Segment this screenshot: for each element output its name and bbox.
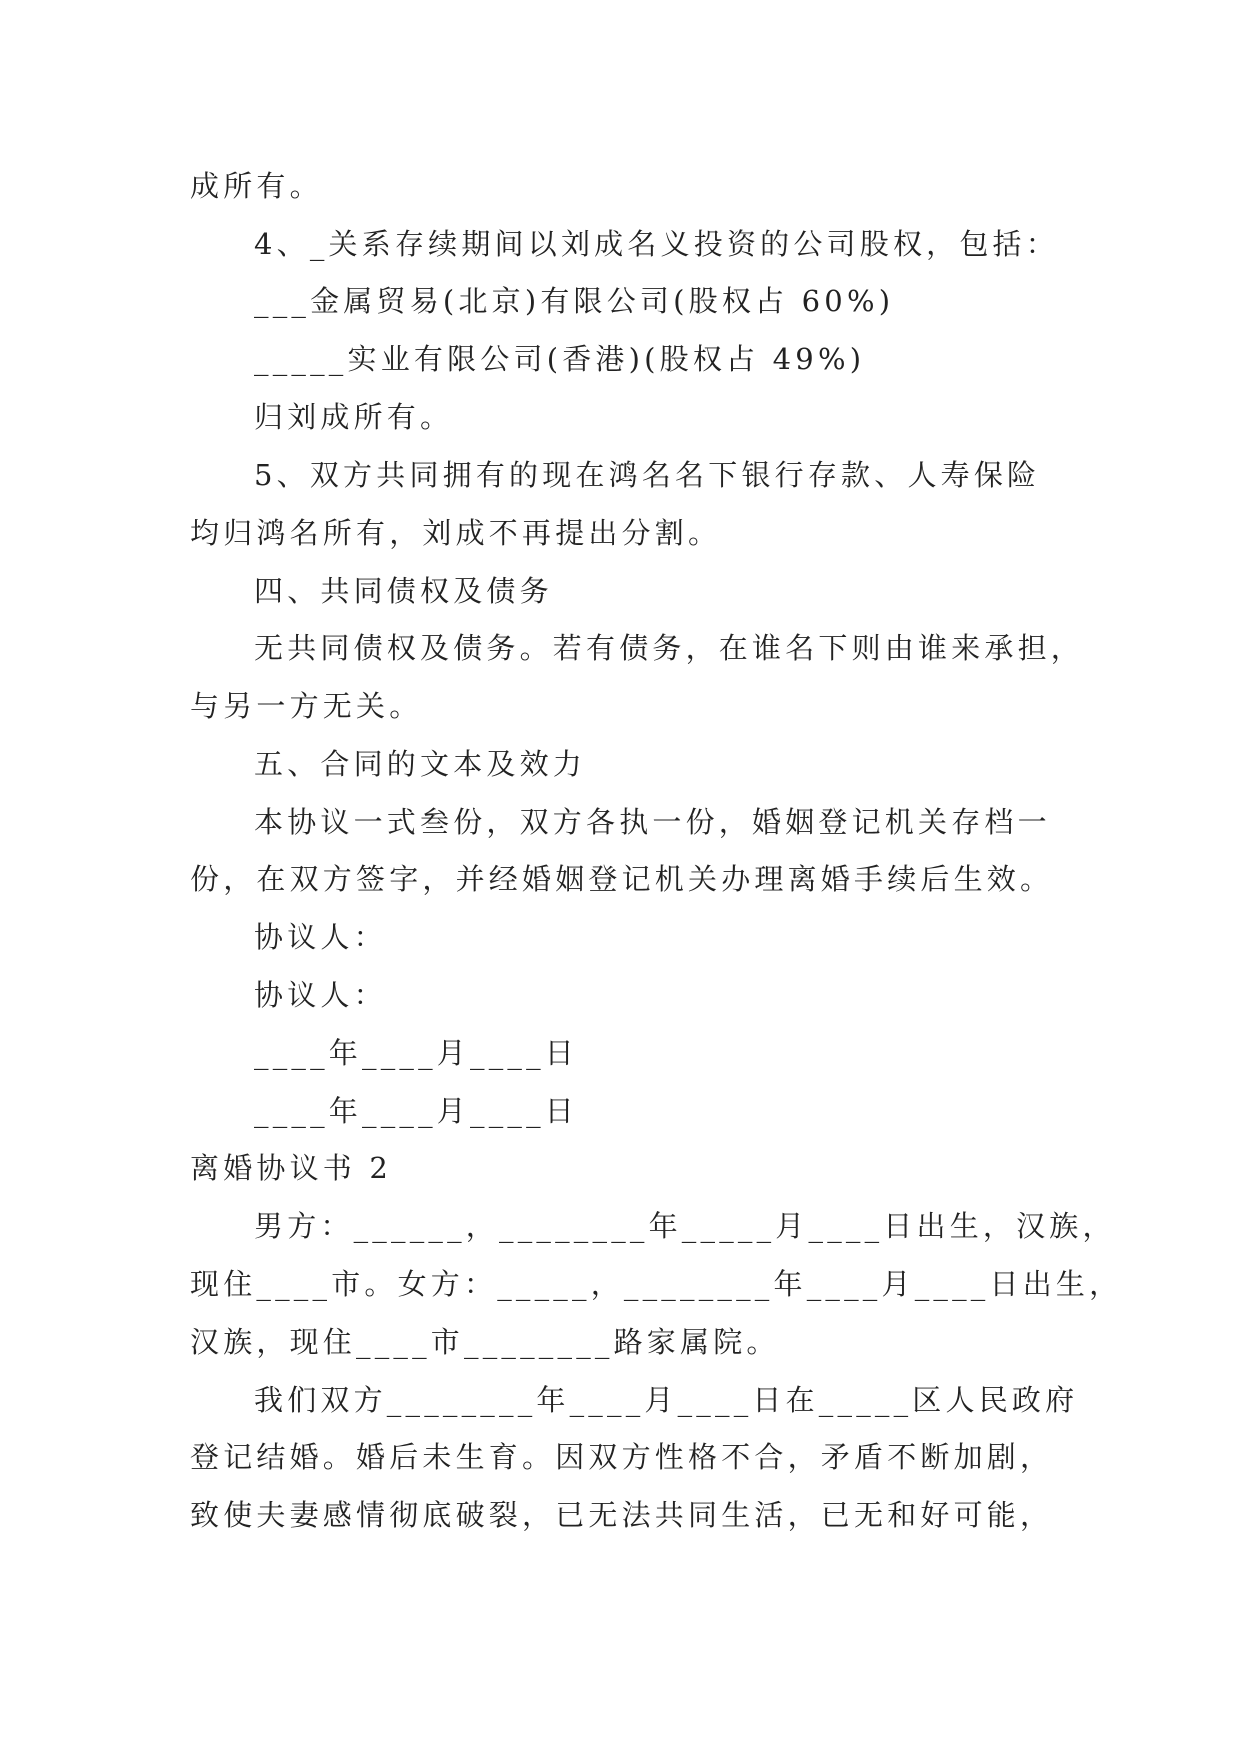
text-line-3: ___金属贸易(北京)有限公司(股权占 60%) (254, 284, 895, 318)
section-heading-5: 五、合同的文本及效力 (254, 747, 587, 781)
text-line-7: 均归鸿名所有，刘成不再提出分割。 (190, 516, 722, 550)
text-line-9: 无共同债权及债务。若有债务，在谁名下则由谁来承担， (254, 631, 1085, 665)
text-line-10: 与另一方无关。 (190, 689, 423, 723)
section-heading-4: 四、共同债权及债务 (254, 574, 553, 608)
date-line-2: ____年____月____日 (254, 1094, 579, 1128)
text-line-24: 致使夫妻感情彻底破裂，已无法共同生活，已无和好可能， (190, 1498, 1054, 1532)
text-line-20: 现住____市。女方：_____，________年____月____日出生， (190, 1267, 1123, 1301)
text-line-22: 我们双方________年____月____日在_____区人民政府 (254, 1383, 1079, 1417)
text-line-5: 归刘成所有。 (254, 400, 454, 434)
text-line-6: 5、双方共同拥有的现在鸿名名下银行存款、人寿保险 (254, 458, 1041, 492)
signatory-label-1: 协议人： (254, 920, 387, 954)
text-line-13: 份，在双方签字，并经婚姻登记机关办理离婚手续后生效。 (190, 862, 1054, 896)
date-line-1: ____年____月____日 (254, 1036, 579, 1070)
text-line-4: _____实业有限公司(香港)(股权占 49%) (254, 342, 866, 376)
document-title-2: 离婚协议书 2 (190, 1151, 393, 1185)
text-line-2: 4、_关系存续期间以刘成名义投资的公司股权，包括： (254, 227, 1059, 261)
text-line-21: 汉族，现住____市________路家属院。 (190, 1325, 780, 1359)
text-line-12: 本协议一式叁份，双方各执一份，婚姻登记机关存档一 (254, 805, 1051, 839)
signatory-label-2: 协议人： (254, 978, 387, 1012)
text-line-23: 登记结婚。婚后未生育。因双方性格不合，矛盾不断加剧， (190, 1440, 1054, 1474)
text-line-19: 男方：______，________年_____月____日出生，汉族， (254, 1209, 1116, 1243)
text-line-1: 成所有。 (190, 169, 323, 203)
